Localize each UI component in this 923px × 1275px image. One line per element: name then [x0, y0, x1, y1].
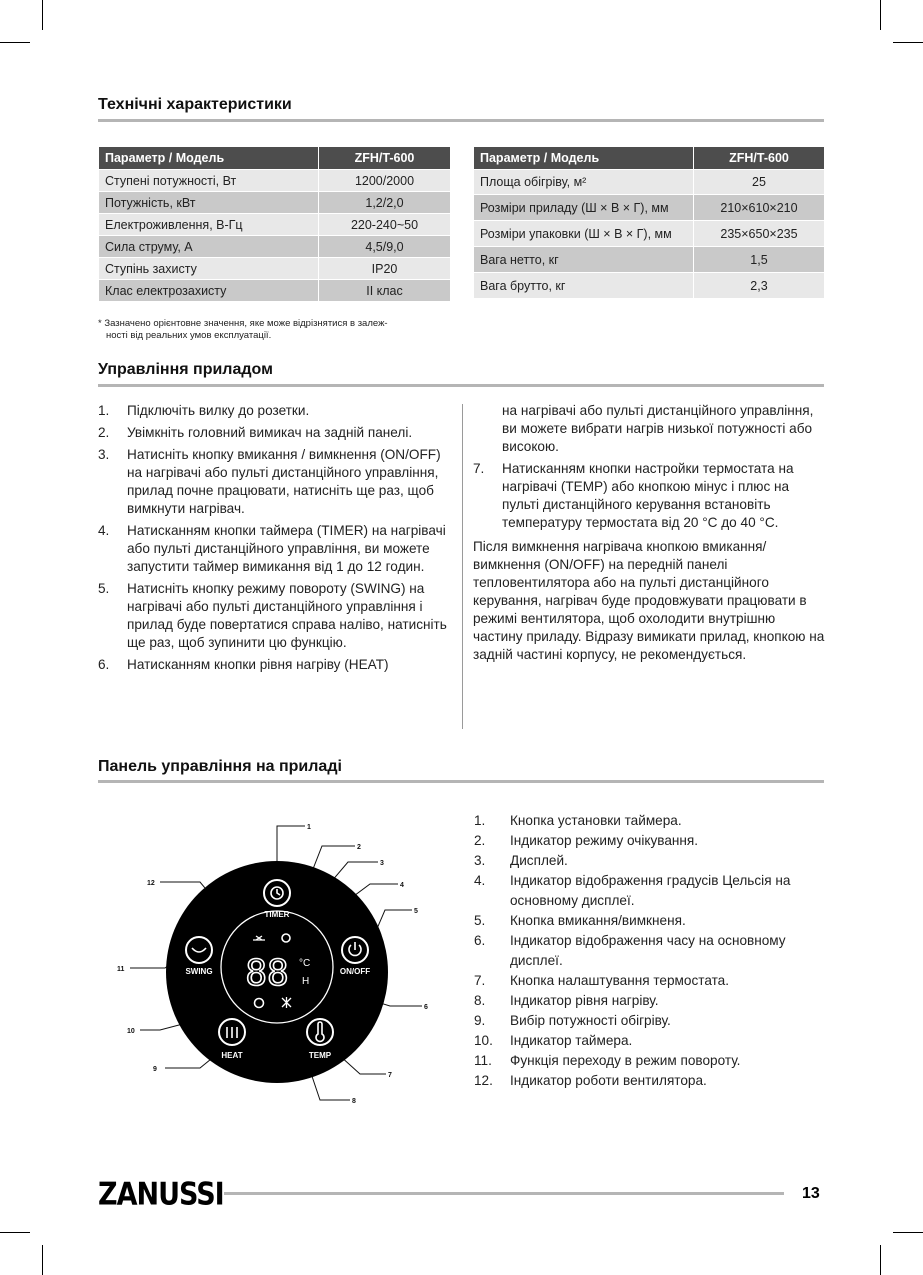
spec-table-right — [473, 146, 825, 299]
legend-item — [474, 851, 810, 871]
legend-number: 12. — [474, 1073, 493, 1088]
legend-number: 5. — [474, 913, 486, 928]
table-header: ZFH/T-600 — [694, 147, 825, 170]
after-paragraph: Після вимкнення нагрівача кнопкою вмикання/вимкнення (ON/OFF) на передній панелі тепловентилятора або на пульті дистанційного керування, нагрівач буде продовжувати працювати в режимі вентилятора, щоб охолодити внутрішню частину приладу. Відразу вимикати прилад, кнопкою на задній частині корпусу, не рекомендується. — [473, 539, 825, 662]
table-cell: Вага брутто, кг — [474, 273, 694, 299]
legend-number: 6. — [474, 933, 486, 948]
crop-mark — [0, 42, 30, 43]
legend-text: Індикатор режиму очікування. — [510, 833, 699, 848]
legend-item — [474, 1071, 810, 1091]
callout-number: 9 — [153, 1066, 157, 1073]
legend-item — [474, 971, 810, 991]
control-panel-diagram — [110, 815, 440, 1115]
item-number: 1. — [98, 403, 110, 418]
steps-left-column — [98, 402, 450, 678]
steps-right-column — [473, 402, 825, 664]
item-text: Натисканням кнопки настройки термостата на нагрівачі (TEMP) або кнопкою мінус і плюс на пульті дистанційного керування встановіть температуру термостата від 20 °С до 40 °С. — [502, 461, 794, 530]
table-cell: 25 — [694, 170, 825, 195]
legend-text: Дисплей. — [510, 853, 568, 868]
legend-item — [474, 911, 810, 931]
item-number: 4. — [98, 523, 110, 538]
swing-label: SWING — [185, 967, 213, 976]
legend-text: Кнопка вмикання/вимкненя. — [510, 913, 686, 928]
callout-number: 10 — [127, 1028, 135, 1035]
table-cell: 1,2/2,0 — [319, 192, 451, 214]
list-item — [98, 522, 450, 576]
table-cell: II клас — [319, 280, 451, 302]
table-header: Параметр / Модель — [99, 147, 319, 170]
callout-number: 12 — [147, 880, 155, 887]
table-cell: Сила струму, А — [99, 236, 319, 258]
table-cell: 210×610×210 — [694, 195, 825, 221]
crop-mark — [42, 1245, 43, 1275]
item-number: 5. — [98, 581, 110, 596]
item-text: Підключіть вилку до розетки. — [127, 403, 310, 418]
legend-number: 7. — [474, 973, 486, 988]
callout-number: 4 — [400, 882, 404, 889]
callout-number: 3 — [380, 860, 384, 867]
footer-rule — [224, 1192, 784, 1195]
temp-label: TEMP — [308, 1051, 332, 1060]
legend-number: 1. — [474, 813, 486, 828]
legend-text: Кнопка установки таймера. — [510, 813, 682, 828]
item-text: Натисніть кнопку режиму повороту (SWING) на нагрівачі або пульті дистанційного управління і прилад буде повертатися справа наліво, натисніть ще раз, щоб зупинити цю функцію. — [127, 581, 447, 650]
section-rule — [98, 384, 824, 387]
section-rule — [98, 119, 824, 122]
callout-number: 6 — [424, 1004, 428, 1011]
item-number: 2. — [98, 425, 110, 440]
table-cell: 4,5/9,0 — [319, 236, 451, 258]
legend-text: Індикатор рівня нагріву. — [510, 993, 659, 1008]
crop-mark — [0, 1232, 30, 1233]
crop-mark — [893, 1232, 923, 1233]
legend-text: Індикатор таймера. — [510, 1033, 633, 1048]
item-number: 7. — [473, 461, 485, 476]
item-text: Натисніть кнопку вмикання / вимкнення (ON/OFF) на нагрівачі або пульті дистанційного управління, прилад почне працювати, натисніть ще раз, щоб вимкнути нагрівач. — [127, 447, 441, 516]
callout-number: 5 — [414, 908, 418, 915]
table-cell: 220-240~50 — [319, 214, 451, 236]
table-cell: Розміри приладу (Ш × В × Г), мм — [474, 195, 694, 221]
legend-item — [474, 1011, 810, 1031]
table-cell: 235×650×235 — [694, 221, 825, 247]
legend-item — [474, 1031, 810, 1051]
main-display: 88 — [245, 953, 289, 994]
legend-item — [474, 1051, 810, 1071]
table-cell: 2,3 — [694, 273, 825, 299]
legend-number: 9. — [474, 1013, 486, 1028]
brand-logo: ZANUSSI — [98, 1177, 224, 1213]
page-number: 13 — [802, 1185, 820, 1202]
callout-number: 7 — [388, 1072, 392, 1079]
legend-item — [474, 931, 800, 971]
celsius-indicator: °C — [299, 958, 311, 969]
legend-number: 11. — [474, 1053, 492, 1068]
callout-number: 8 — [352, 1098, 356, 1105]
legend-text: Індикатор роботи вентилятора. — [510, 1073, 707, 1088]
table-cell: Розміри упаковки (Ш × В × Г), мм — [474, 221, 694, 247]
list-item — [98, 580, 450, 652]
table-cell: Клас електрозахисту — [99, 280, 319, 302]
legend-item — [474, 811, 810, 831]
legend-text: Індикатор відображення часу на основному дисплеї. — [510, 933, 786, 968]
legend-text: Функція переходу в режим повороту. — [510, 1053, 741, 1068]
table-cell: Електроживлення, В-Гц — [99, 214, 319, 236]
legend-text: Кнопка налаштування термостата. — [510, 973, 729, 988]
legend-number: 8. — [474, 993, 486, 1008]
list-item — [473, 460, 825, 532]
legend-text: Вибір потужності обігріву. — [510, 1013, 671, 1028]
table-cell: Площа обігріву, м² — [474, 170, 694, 195]
heat-label: HEAT — [221, 1051, 243, 1060]
panel-legend — [474, 811, 810, 1091]
item-text: Натисканням кнопки рівня нагріву (HEAT) — [127, 657, 389, 672]
footnote-line: ності від реальних умов експлуатації. — [106, 330, 272, 341]
item-text: Натисканням кнопки таймера (TIMER) на нагрівачі або пульті дистанційного управління, ви можете запустити таймер вимикання від 1 до 12 годин. — [127, 523, 446, 574]
column-divider — [462, 404, 463, 729]
table-cell: Вага нетто, кг — [474, 247, 694, 273]
footnote — [98, 318, 458, 342]
list-item — [98, 402, 450, 420]
list-item — [98, 446, 450, 518]
section-rule — [98, 780, 824, 783]
section-title-specs: Технічні характеристики — [98, 96, 292, 113]
legend-item — [474, 991, 810, 1011]
spec-table-left — [98, 146, 451, 302]
footnote-line: * Зазначено орієнтовне значення, яке може відрізнятися в залеж- — [98, 318, 388, 329]
list-item — [98, 656, 450, 674]
crop-mark — [880, 0, 881, 30]
legend-number: 4. — [474, 873, 486, 888]
table-cell: Потужність, кВт — [99, 192, 319, 214]
item-text: Увімкніть головний вимикач на задній панелі. — [127, 425, 413, 440]
table-cell: 1,5 — [694, 247, 825, 273]
callout-number: 2 — [357, 844, 361, 851]
table-cell: 1200/2000 — [319, 170, 451, 192]
table-cell: Ступені потужності, Вт — [99, 170, 319, 192]
legend-number: 2. — [474, 833, 486, 848]
section-title-control: Управління приладом — [98, 361, 273, 378]
legend-item — [474, 831, 810, 851]
timer-label: TIMER — [264, 910, 290, 919]
crop-mark — [893, 42, 923, 43]
table-cell: Ступінь захисту — [99, 258, 319, 280]
crop-mark — [880, 1245, 881, 1275]
section-title-panel: Панель управління на приладі — [98, 758, 342, 775]
item-number: 6. — [98, 657, 110, 672]
crop-mark — [42, 0, 43, 30]
callout-number: 1 — [307, 824, 311, 831]
onoff-label: ON/OFF — [339, 967, 371, 976]
list-item — [98, 424, 450, 442]
hour-indicator: H — [302, 976, 310, 987]
legend-number: 3. — [474, 853, 486, 868]
item-number: 3. — [98, 447, 110, 462]
legend-number: 10. — [474, 1033, 493, 1048]
legend-text: Індикатор відображення градусів Цельсія на основному дисплеї. — [510, 873, 791, 908]
step6-continuation: на нагрівачі або пульті дистанційного управління, ви можете вибрати нагрів низької потужності або високою. — [502, 403, 814, 454]
callout-number: 11 — [117, 966, 125, 973]
legend-item — [474, 871, 810, 911]
table-header: Параметр / Модель — [474, 147, 694, 170]
table-cell: IP20 — [319, 258, 451, 280]
table-header: ZFH/T-600 — [319, 147, 451, 170]
